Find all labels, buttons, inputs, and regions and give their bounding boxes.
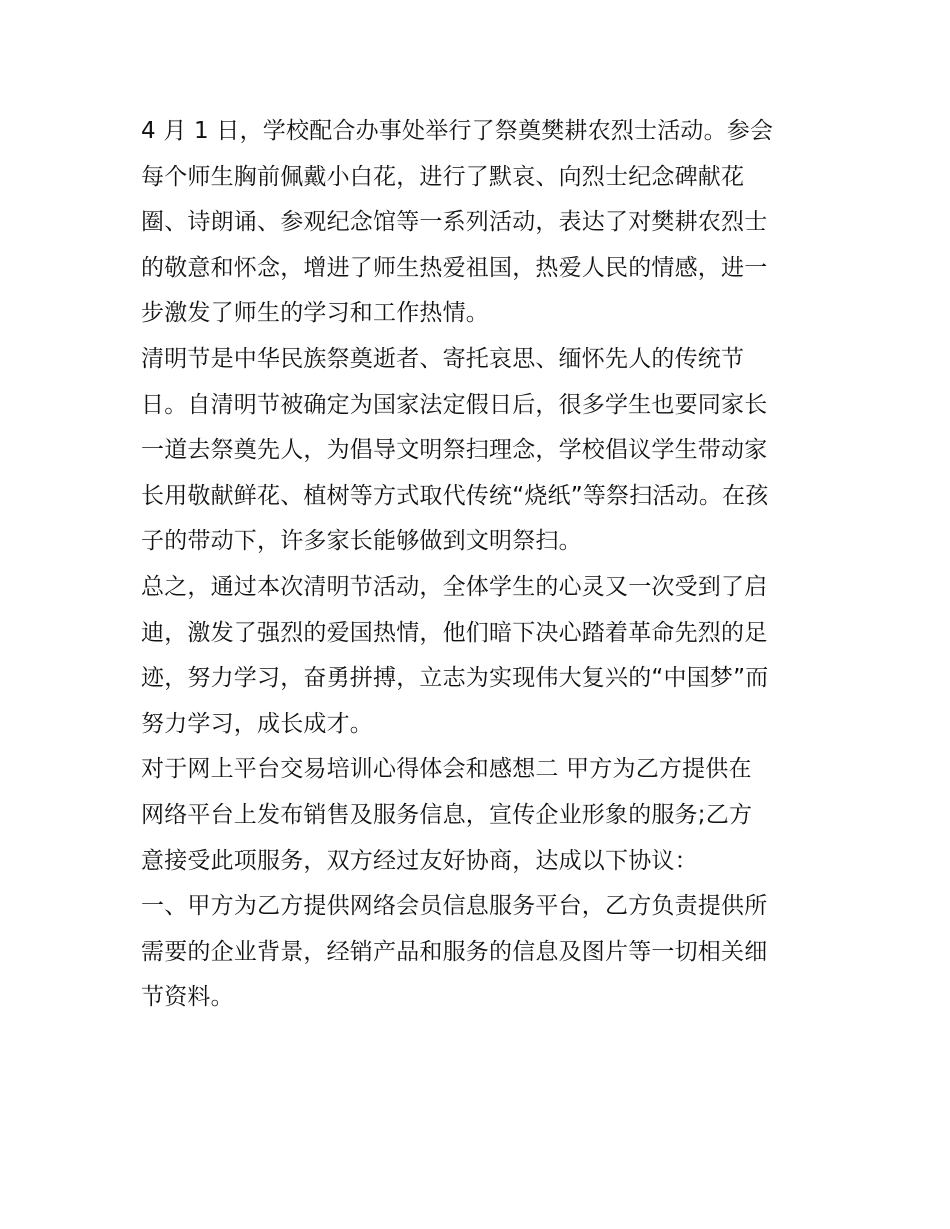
paragraph-line: 每个师生胸前佩戴小白花，进行了默哀、向烈士纪念碑献花 [141, 163, 745, 190]
paragraph-line: 的敬意和怀念，增进了师生热爱祖国，热爱人民的情感，进一 [141, 254, 768, 281]
paragraph-agreement-clause-1 [141, 884, 821, 1021]
paragraph-line: 努力学习，成长成才。 [141, 710, 373, 737]
paragraph-line: 网络平台上发布销售及服务信息，宣传企业形象的服务;乙方 [141, 801, 753, 828]
paragraph-agreement-intro [141, 747, 821, 884]
paragraph-line: 意接受此项服务，双方经过友好协商，达成以下协议： [141, 847, 698, 874]
paragraph-line: 日。自清明节被确定为国家法定假日后，很多学生也要同家长 [141, 391, 768, 418]
paragraph-line: 清明节是中华民族祭奠逝者、寄托哀思、缅怀先人的传统节 [141, 345, 745, 372]
paragraph-line: 迹，努力学习，奋勇拼搏，立志为实现伟大复兴的“中国梦”而 [141, 665, 769, 692]
paragraph-line: 对于网上平台交易培训心得体会和感想二 甲方为乙方提供在 [141, 756, 752, 783]
paragraph-line: 长用敬献鲜花、植树等方式取代传统“烧纸”等祭扫活动。在孩 [141, 482, 769, 509]
paragraph-line: 子的带动下，许多家长能够做到文明祭扫。 [141, 528, 582, 555]
document-body [141, 109, 821, 1021]
paragraph-line: 一、甲方为乙方提供网络会员信息服务平台，乙方负责提供所 [141, 893, 768, 920]
paragraph-memorial-activity [141, 109, 821, 337]
paragraph-line: 一道去祭奠先人，为倡导文明祭扫理念，学校倡议学生带动家 [141, 437, 768, 464]
paragraph-qingming-festival [141, 337, 821, 565]
paragraph-line: 需要的企业背景，经销产品和服务的信息及图片等一切相关细 [141, 938, 768, 965]
paragraph-line: 步激发了师生的学习和工作热情。 [141, 300, 489, 327]
paragraph-line: 节资料。 [141, 984, 234, 1011]
paragraph-summary [141, 565, 821, 747]
paragraph-line: 迪，激发了强烈的爱国热情，他们暗下决心踏着革命先烈的足 [141, 619, 768, 646]
paragraph-line: 圈、诗朗诵、参观纪念馆等一系列活动，表达了对樊耕农烈士 [141, 209, 768, 236]
paragraph-line: 4 月 1 日，学校配合办事处举行了祭奠樊耕农烈士活动。参会 [141, 118, 774, 144]
paragraph-line: 总之，通过本次清明节活动，全体学生的心灵又一次受到了启 [141, 573, 768, 600]
